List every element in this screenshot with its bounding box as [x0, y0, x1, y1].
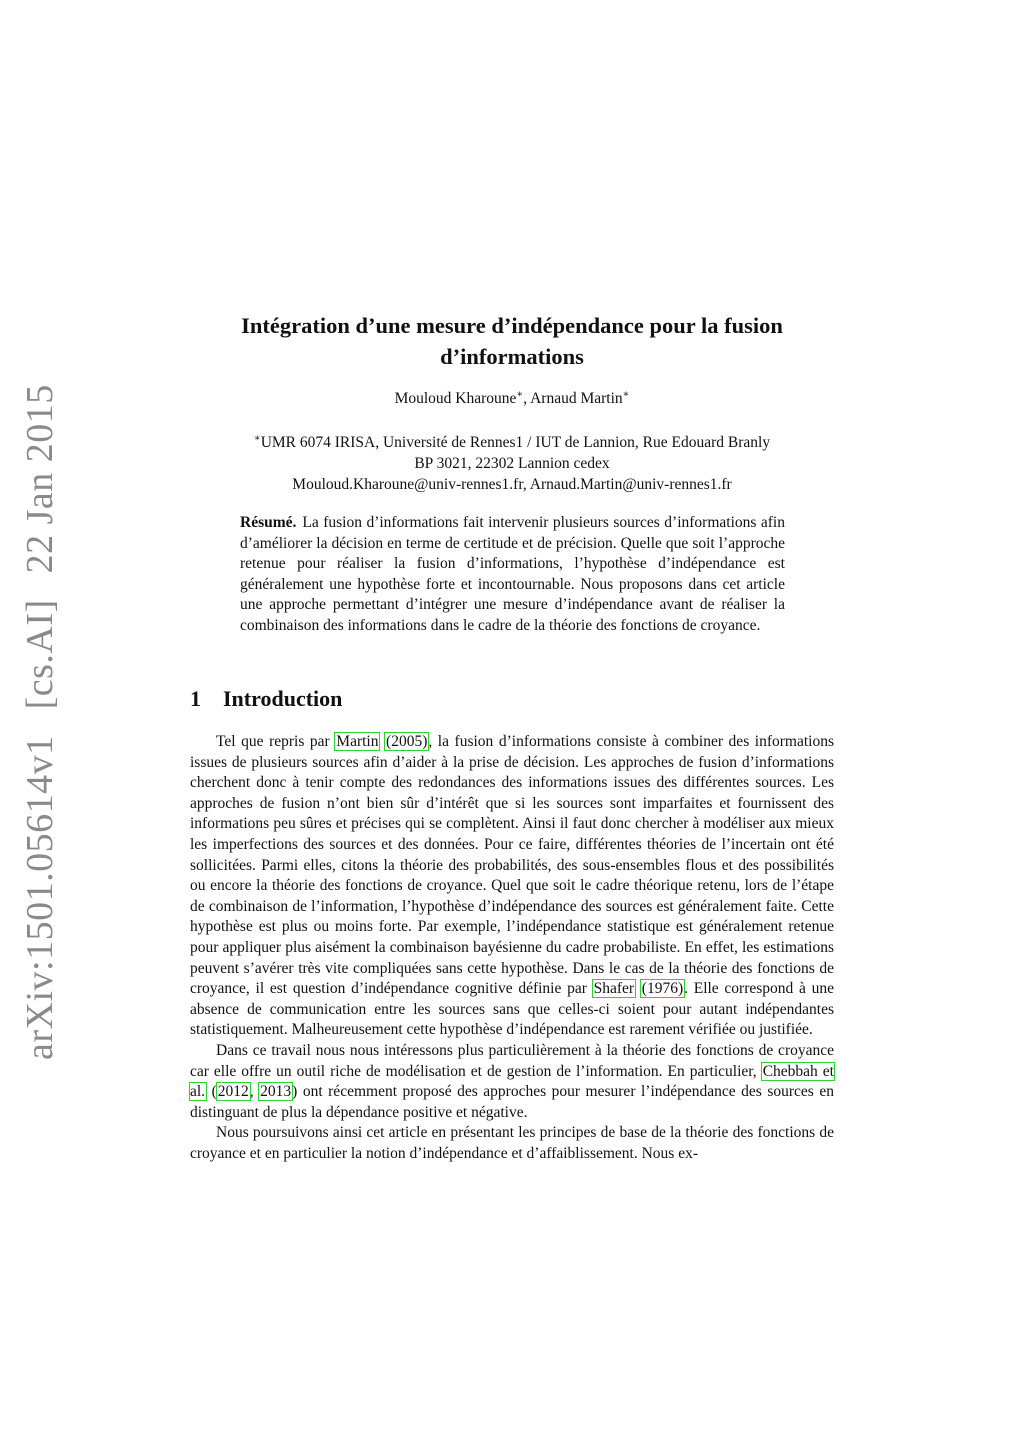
arxiv-stamp [18, 358, 62, 1060]
author-name: Arnaud Martin [530, 390, 623, 407]
author-mark: ∗ [622, 388, 630, 400]
author-list: Mouloud Kharoune∗, Arnaud Martin∗ [394, 388, 630, 407]
affiliation-block [190, 432, 834, 495]
citation-link-chebbah[interactable]: Chebbah et al. [190, 1062, 834, 1101]
section-title: Introduction [223, 686, 343, 711]
citation-link-shafer[interactable]: Shafer [593, 980, 635, 998]
affiliation-line: ∗UMR 6074 IRISA, Université de Rennes1 / IUT de Lannion, Rue Edouard Branly [253, 432, 771, 451]
affiliation-emails: Mouloud.Kharoune@univ-rennes1.fr, Arnaud.Martin@univ-rennes1.fr [292, 476, 732, 493]
citation-link-martin[interactable]: Martin [336, 733, 379, 750]
abstract-text: La fusion d’informations fait intervenir plusieurs sources d’informations afin d’améliorer la décision en terme de certitude et de précision. Quelle que soit l’approche retenue pour réaliser la fusion d’informations, l’hypothèse d’indépendance est généralement une hypothèse forte et incontournable. Nous proposons dans cet article une approche permettant d’intégrer une mesure d’indépendance avant de réaliser la combinaison des informations dans le cadre de la théorie des fonctions de croyance. [240, 514, 785, 634]
author-mark: ∗ [516, 388, 524, 400]
affiliation-address: BP 3021, 22302 Lannion cedex [414, 455, 610, 472]
paragraph: Nous poursuivons ainsi cet article en présentant les principes de base de la théorie des fonctions de croyance et en particulier la notion d’indépendance et d’affaiblissement. Nous ex- [190, 1124, 834, 1162]
citation-link-martin-year[interactable]: (2005) [386, 733, 428, 750]
citation-link-shafer-year[interactable]: (1976) [641, 980, 684, 998]
paragraph: Tel que repris par Martin (2005), la fusion d’informations consiste à combiner des informations issues de plusieurs sources afin d’aider à la prise de décision. Les approches de fusion d’informations cherchent donc à tenir compte des redondances des informations issues des différentes sources. Les approches de fusion n’ont bien sûr d’intérêt que si les sources sont imparfaites et fournissent des informations peu sûres et précises qui se complètent. Ainsi il faut donc chercher à modéliser aux mieux les imperfections des sources et des données. Pour ce faire, différentes théories de l’incertain ont été sollicitées. Parmi elles, citons la théorie des probabilités, des sous-ensembles flous et des possibilités ou encore la théorie des fonctions de croyance. Quel que soit le cadre théorique retenu, lors de l’étape de combinaison de l’information, l’hypothèse d’indépendance des sources est généralement faite. Cette hypothèse est plus ou moins forte. Par exemple, l’indépendance statistique est généralement retenue pour appliquer plus aisément la combinaison bayésienne du cadre probabiliste. En effet, les estimations peuvent s’avérer très vite compliquées sans cette hypothèse. Dans le cas de la théorie des fonctions de croyance, il est question d’indépendance cognitive définie par Shafer (1976). Elle correspond à une absence de communication entre les sources sans que celles-ci soient pour autant indépendantes statistiquement. Malheureusement cette hypothèse d’indépendance est rarement vérifiée ou justifiée. [190, 733, 834, 1039]
affiliation-mark: ∗ [253, 432, 261, 444]
section-heading [190, 686, 342, 712]
arxiv-category: [cs.AI] [19, 599, 61, 710]
citation-link-chebbah-2012[interactable]: 2012 [217, 1083, 249, 1101]
abstract-label: Résumé. [240, 514, 297, 531]
section-number: 1 [190, 686, 201, 711]
paper-title: Intégration d’une mesure d’indépendance pour la fusion d’informations [241, 313, 783, 369]
citation-link-chebbah-2013[interactable]: 2013 [260, 1083, 292, 1101]
section-body [190, 732, 834, 1164]
arxiv-date: 22 Jan 2015 [19, 384, 61, 574]
abstract [240, 513, 785, 637]
arxiv-id: arXiv:1501.05614v1 [19, 735, 61, 1060]
author-name: Mouloud Kharoune [394, 390, 517, 407]
paragraph: Dans ce travail nous nous intéressons plus particulièrement à la théorie des fonctions de croyance car elle offre un outil riche de modélisation et de gestion de l’information. En particulier, Chebbah et al. (2012, 2013) ont récemment proposé des approches pour mesurer l’indépendance des sources en distinguant de plus la dépendance positive et négative. [190, 1041, 834, 1121]
